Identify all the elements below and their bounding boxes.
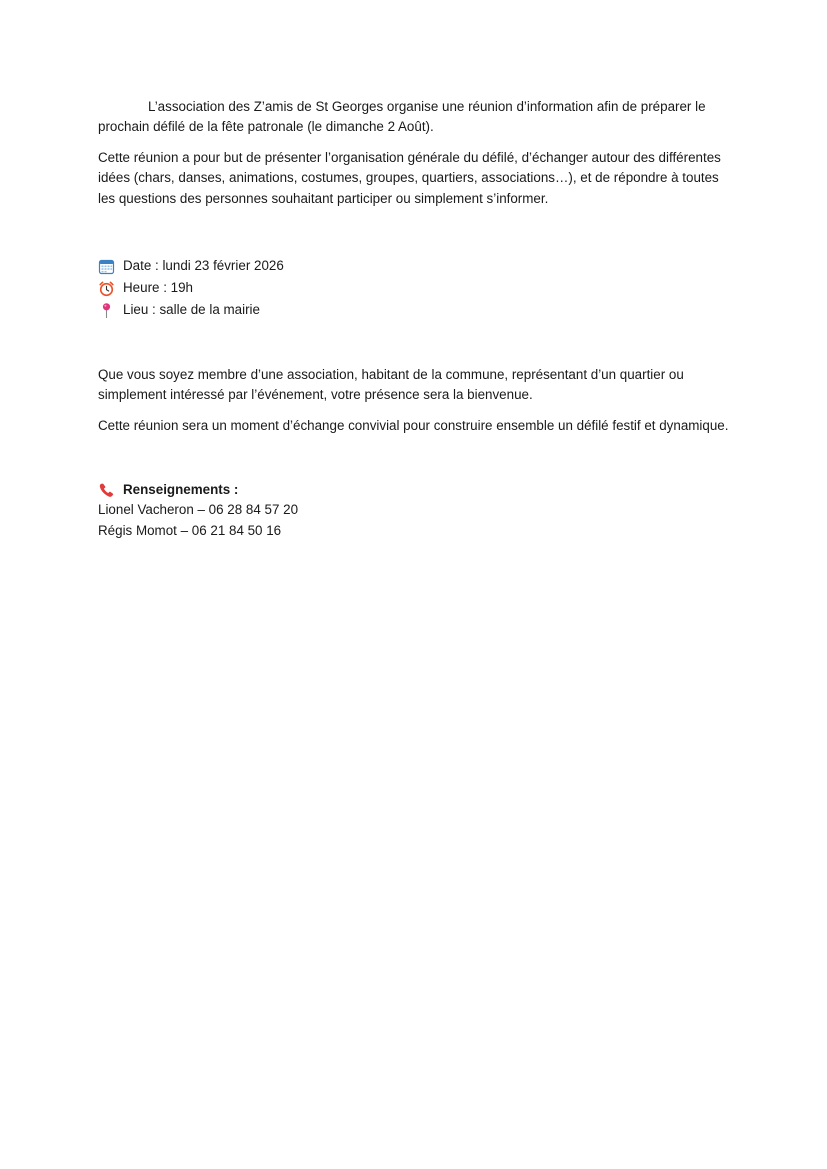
intro-paragraph: L’association des Z’amis de St Georges organise une réunion d’information afin de préparer le prochain défilé de la fête patronale (le dimanche 2 Août). [98, 99, 706, 135]
contact-title: Renseignements : [123, 482, 239, 498]
document-page [98, 97, 738, 541]
place-line [98, 299, 738, 321]
date-text: Date : lundi 23 février 2026 [123, 258, 284, 274]
place-text: Lieu : salle de la mairie [123, 302, 260, 318]
alarm-clock-icon [98, 280, 115, 297]
time-line [98, 277, 738, 299]
time-text: Heure : 19h [123, 280, 193, 296]
closing-paragraph: Cette réunion sera un moment d’échange convivial pour construire ensemble un défilé festif et dynamique. [98, 417, 729, 433]
invitation-paragraph: Que vous soyez membre d’une association, habitant de la commune, représentant d’un quartier ou simplement intéressé par l’événement, votre présence sera la bienvenue. [98, 367, 684, 403]
contact-person: Régis Momot – 06 21 84 50 16 [98, 522, 282, 538]
purpose-paragraph: Cette réunion a pour but de présenter l’organisation générale du défilé, d’échanger autour des différentes idées (chars, danses, animations, costumes, groupes, quartiers, associations…), et de répondre à toutes les questions des personnes souhaitant participer ou simplement s’informer. [98, 149, 721, 206]
date-line [98, 255, 738, 277]
contact-heading [98, 480, 738, 500]
contact-person: Lionel Vacheron – 06 28 84 57 20 [98, 502, 299, 518]
pushpin-icon [98, 302, 115, 319]
calendar-icon [98, 258, 115, 275]
phone-icon [98, 482, 115, 499]
